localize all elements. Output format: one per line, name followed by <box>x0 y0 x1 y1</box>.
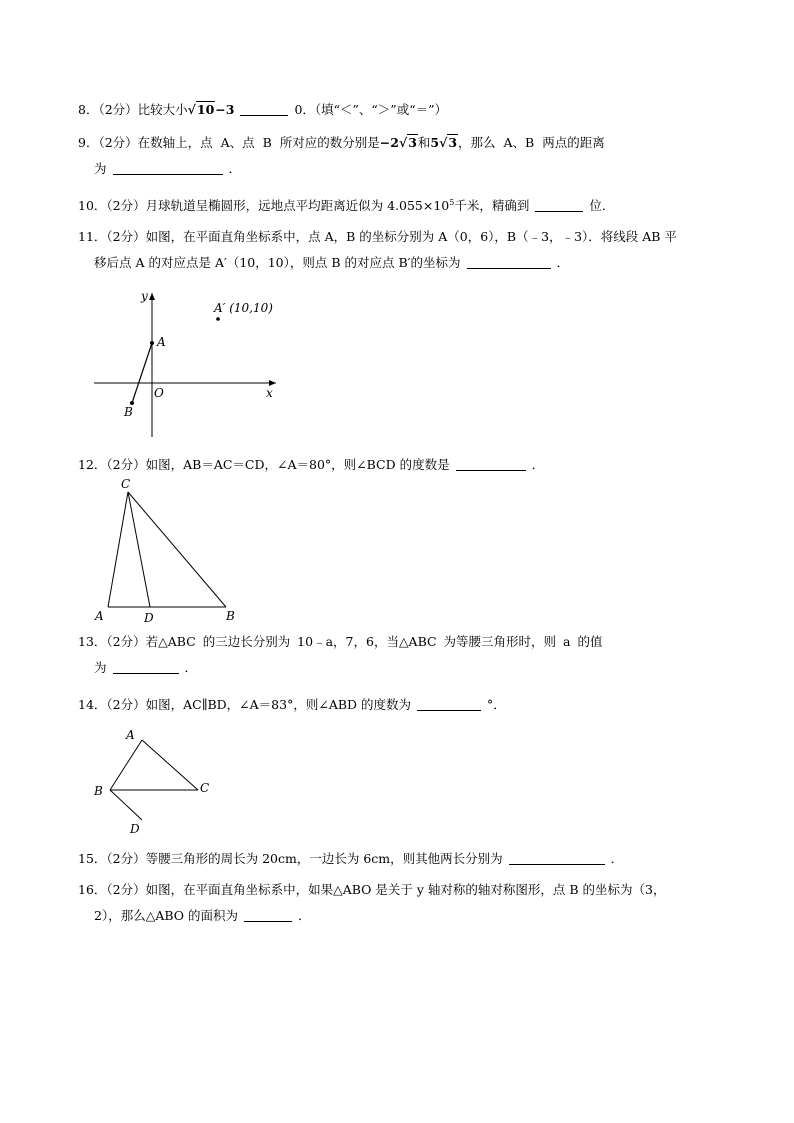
point-a-label: A <box>95 609 104 623</box>
answer-blank-12[interactable] <box>456 458 526 471</box>
answer-blank-8[interactable] <box>240 103 288 116</box>
question-11: 11．（2分）如图，在平面直角坐标系中，点 A，B 的坐标分别为 A（0，6），B（﹣3，﹣3）．将线段 AB 平 移后点 A 的对应点是 A′（10，10），则点 B 的对应点 B′的坐标为 ． <box>78 229 677 270</box>
point-d-label: D <box>130 822 140 836</box>
point-a-label: A <box>157 335 166 349</box>
answer-blank-13[interactable] <box>113 661 179 674</box>
answer-blank-9[interactable] <box>113 162 223 175</box>
point-d-label: D <box>144 611 154 625</box>
question-12: 12．（2分）如图，AB＝AC＝CD，∠A＝80°，则∠BCD 的度数是 ． <box>78 457 545 472</box>
answer-blank-16[interactable] <box>244 909 292 922</box>
question-13: 13．（2分）若△ABC 的三边长分别为 10﹣a，7，6，当△ABC 为等腰三角形时，则 a 的值 为 ． <box>78 634 603 675</box>
figure-11-coordinate-plane <box>90 285 290 440</box>
figure-12-triangle <box>90 477 250 627</box>
point-b-label: B <box>226 609 235 623</box>
sqrt-expression: √10−3 <box>187 102 235 117</box>
question-15: 15．（2分）等腰三角形的周长为 20cm，一边长为 6cm，则其他两长分别为 ． <box>78 851 624 866</box>
question-14: 14．（2分）如图，AC∥BD，∠A＝83°，则∠ABD 的度数为 °． <box>78 697 506 712</box>
x-axis-label: x <box>266 386 273 400</box>
point-b-label: B <box>94 784 103 798</box>
point-c-label: C <box>200 781 210 795</box>
point-c-label: C <box>121 477 131 491</box>
y-axis-label: y <box>141 289 148 303</box>
figure-14-parallel-lines <box>90 724 220 836</box>
point-a-label: A <box>126 728 135 742</box>
answer-blank-10[interactable] <box>535 199 583 212</box>
question-16: 16．（2分）如图，在平面直角坐标系中，如果△ABO 是关于 y 轴对称的轴对称图形，点 B 的坐标为（3， 2），那么△ABO 的面积为 ． <box>78 882 666 923</box>
question-9: 9．（2分）在数轴上，点 A、点 B 所对应的数分别是−2√3和5√3，那么 A、B 两点的距离 为 ． <box>78 135 605 176</box>
question-8: 8．（2分）比较大小√10−3 0．（填“＜”、“＞”或“＝”） <box>78 102 447 117</box>
answer-blank-11[interactable] <box>467 256 551 269</box>
point-b-label: B <box>124 405 133 419</box>
origin-label: O <box>154 386 164 400</box>
answer-blank-15[interactable] <box>509 852 605 865</box>
point-a-prime-label: A′ (10,10) <box>214 301 273 315</box>
question-10: 10．（2分）月球轨道呈椭圆形，远地点平均距离近似为 $4.055\times 10^5$千米，精确到 位． <box>78 197 615 213</box>
answer-blank-14[interactable] <box>417 698 481 711</box>
